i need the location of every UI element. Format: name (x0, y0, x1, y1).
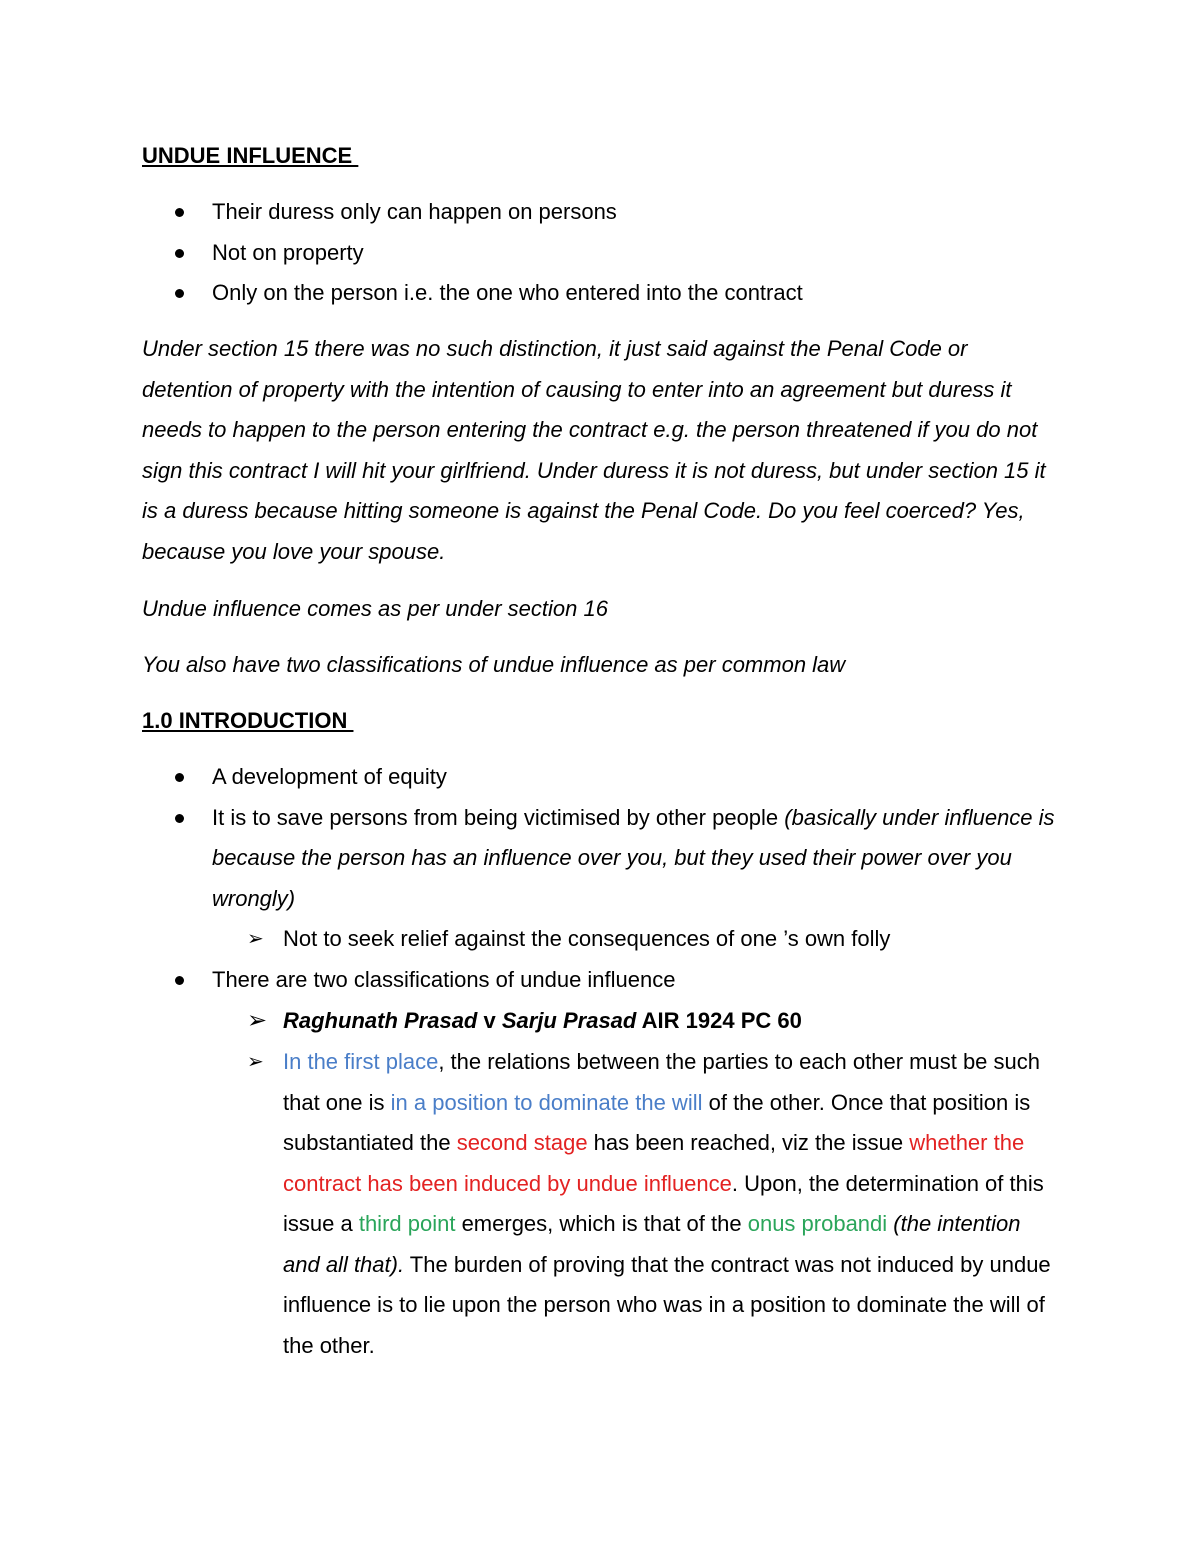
bullet-list-two-classifications (0, 960, 1072, 1001)
list-item: Their duress only can happen on persons (0, 192, 1072, 233)
highlight-second-stage: second stage (456, 1130, 588, 1155)
heading-introduction: 1.0 INTRODUCTION (142, 708, 354, 733)
case-party-2: Sarju Prasad (501, 1008, 637, 1033)
highlight-onus-probandi: onus probandi (747, 1211, 888, 1236)
highlight-induced: whether the contract has been induced by undue influence (283, 1130, 1025, 1196)
paragraph-section-16: Undue influence comes as per under section 16 (142, 596, 608, 621)
case-reference: AIR 1924 PC 60 (636, 1008, 802, 1033)
bullet-dot-icon (175, 208, 184, 217)
case-explanation: ➢ In the first place, the relations between the parties to each other must be such that one is in a position to dominate the will of the other. Once that position is substantiated the second stage has been reached, viz the issue whether the contract has been induced by undue influence. Upon, the determination of this issue a third point emerges, which is that of the onus probandi (the intention and all that). The burden of proving that the contract was not induced by undue influence is to lie upon the person who was in a position to dominate the will of the other. (283, 1042, 1063, 1366)
paragraph-section-15: Under section 15 there was no such distinction, it just said against the Penal Code or detention of property with the intention of causing to enter into an agreement but duress it needs to happen to the person entering the contract e.g. the person threatened if you do not sign this contract I will hit your girlfriend. Under duress it is not duress, but under section 15 it is a duress because hitting someone is against the Penal Code. Do you feel coerced? Yes, because you love your spouse. (142, 336, 1046, 564)
paragraph-classifications: You also have two classifications of undue influence as per common law (142, 652, 846, 677)
bullet-dot-icon (175, 773, 184, 782)
list-item: Only on the person i.e. the one who entered into the contract (0, 273, 1072, 314)
list-item: Not on property (0, 233, 1072, 274)
bullet-list-introduction (0, 757, 1072, 919)
heading-undue-influence: UNDUE INFLUENCE (142, 143, 359, 168)
highlight-third-point: third point (358, 1211, 456, 1236)
list-item: A development of equity (0, 757, 1072, 798)
arrow-bullet-icon: ➢ (247, 1051, 264, 1073)
bullet-list-duress (0, 192, 1072, 314)
case-citation: ➢ Raghunath Prasad v Sarju Prasad AIR 1924 PC 60 (283, 1001, 1063, 1042)
bullet-dot-icon (175, 976, 184, 985)
highlight-first-place: In the first place (283, 1049, 439, 1074)
case-party-1: Raghunath Prasad (283, 1008, 478, 1033)
list-item: There are two classifications of undue influence (0, 960, 1072, 1001)
list-item: It is to save persons from being victimised by other people (basically under influence is because the person has an influence over you, but they used their power over you wrongly) (0, 798, 1072, 920)
highlight-dominate-will: in a position to dominate the will (390, 1089, 703, 1115)
bullet-dot-icon (175, 289, 184, 298)
arrow-bullet-icon: ➢ (247, 928, 264, 950)
bullet-dot-icon (175, 814, 184, 823)
arrow-bullet-icon: ➢ (247, 1007, 268, 1034)
sub-item-folly: ➢ Not to seek relief against the consequences of one ’s own folly (283, 919, 1063, 960)
bullet-dot-icon (175, 249, 184, 258)
